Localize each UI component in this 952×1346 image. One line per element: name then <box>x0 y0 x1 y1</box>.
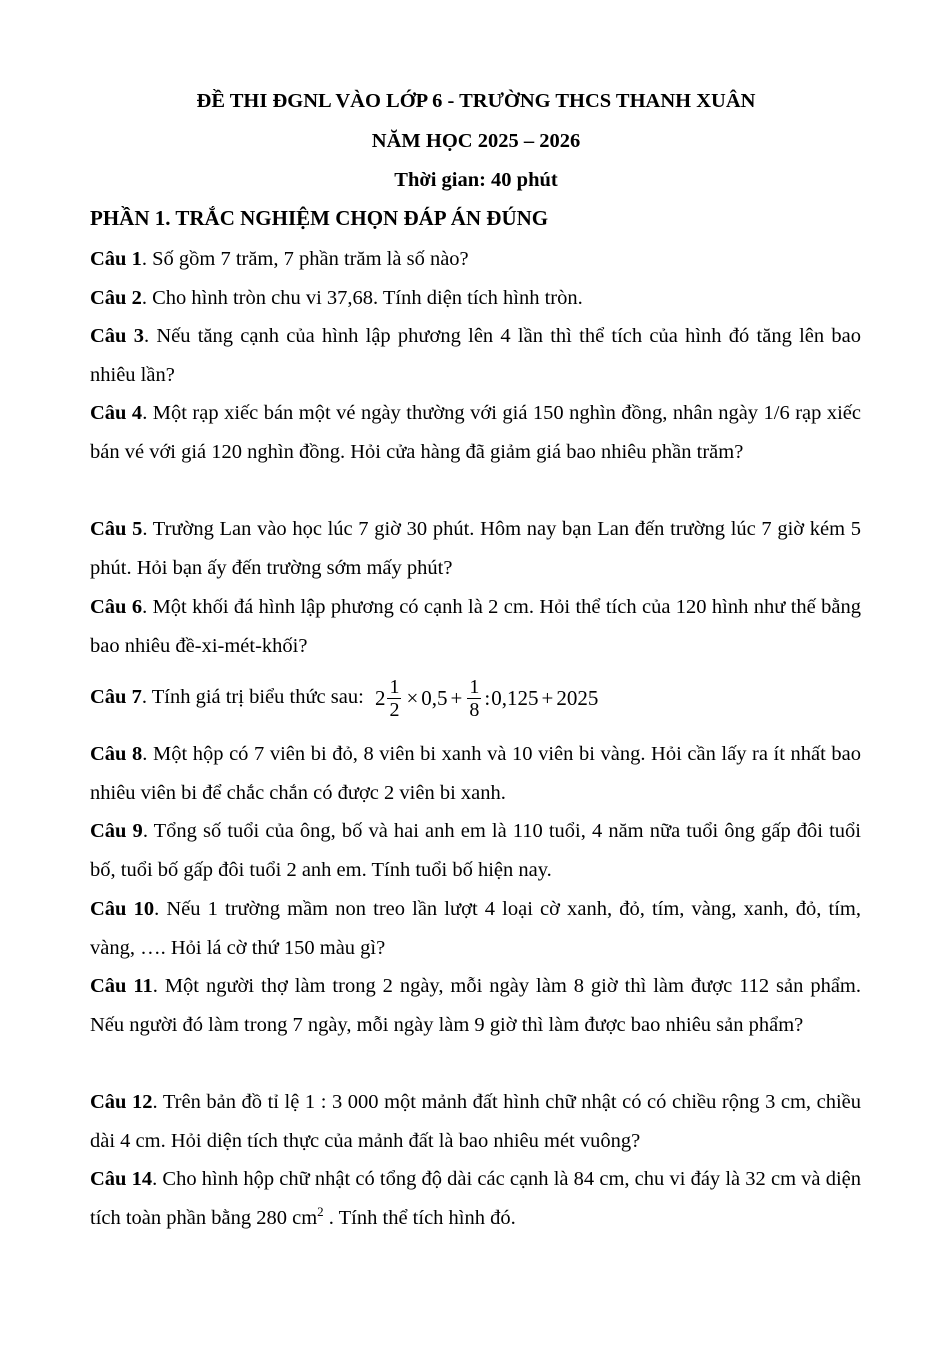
times-sign: × <box>406 686 419 711</box>
question-label: Câu 10 <box>90 898 155 920</box>
question-2 <box>90 279 861 318</box>
question-label: Câu 14 <box>90 1168 153 1190</box>
decimal-value: 0,5 <box>421 686 448 711</box>
question-text: . Trên bản đồ tỉ lệ 1 : 3 000 một mảnh đất hình chữ nhật có có chiều rộng 3 cm, chiều dài 4 cm. Hỏi diện tích thực của mảnh đất là bao nhiêu mét vuông? <box>90 1091 861 1152</box>
question-label: Câu 12 <box>90 1091 153 1113</box>
question-text: . Số gồm 7 trăm, 7 phần trăm là số nào? <box>141 248 469 270</box>
fraction-numerator: 1 <box>469 675 480 698</box>
fraction-denominator: 2 <box>389 698 400 721</box>
exam-title: ĐỀ THI ĐGNL VÀO LỚP 6 - TRƯỜNG THCS THANH XUÂN <box>196 90 756 112</box>
superscript-exponent: 2 <box>317 1203 324 1219</box>
question-text: . Trường Lan vào học lúc 7 giờ 30 phút. Hôm nay bạn Lan đến trường lúc 7 giờ kém 5 phút. Hỏi bạn ấy đến trường sớm mấy phút? <box>90 518 861 579</box>
question-label: Câu 1 <box>90 248 142 270</box>
question-text: . Cho hình hộp chữ nhật có tổng độ dài các cạnh là 84 cm, chu vi đáy là 32 cm và diện tích toàn phần bằng 280 cm <box>90 1168 861 1229</box>
plus-sign: + <box>541 686 554 711</box>
section-title: PHẦN 1. TRẮC NGHIỆM CHỌN ĐÁP ÁN ĐÚNG <box>90 206 549 230</box>
whole-number: 2 <box>374 686 386 711</box>
question-4 <box>90 394 861 471</box>
fraction-numerator: 1 <box>389 675 400 698</box>
question-label: Câu 11 <box>90 975 153 997</box>
fraction-one-eighth <box>467 676 481 721</box>
question-10 <box>90 890 861 967</box>
question-text: . Một hộp có 7 viên bi đỏ, 8 viên bi xanh và 10 viên bi vàng. Hỏi cần lấy ra ít nhất bao nhiêu viên bi để chắc chắn có được 2 viên bi xanh. <box>90 743 861 804</box>
question-text: . Một rạp xiếc bán một vé ngày thường với giá 150 nghìn đồng, nhân ngày 1/6 rạp xiếc bán vé với giá 120 nghìn đồng. Hỏi cửa hàng đã giảm giá bao nhiêu phần trăm? <box>90 402 861 463</box>
division-sign: : <box>484 686 491 711</box>
question-8 <box>90 735 861 812</box>
plus-sign: + <box>450 686 463 711</box>
question-text: . Một khối đá hình lập phương có cạnh là 2 cm. Hỏi thể tích của 120 hình như thế bằng bao nhiêu đề-xi-mét-khối? <box>90 596 861 657</box>
question-3 <box>90 317 861 394</box>
school-year: NĂM HỌC 2025 – 2026 <box>371 130 581 152</box>
question-label: Câu 2 <box>90 287 142 309</box>
question-14 <box>90 1160 861 1237</box>
time-limit: Thời gian: 40 phút <box>394 169 558 191</box>
decimal-value: 0,125 <box>491 686 539 711</box>
number-value: 2025 <box>556 686 599 711</box>
question-text-after: . Tính thể tích hình đó. <box>323 1206 516 1229</box>
question-text: . Tổng số tuổi của ông, bố và hai anh em là 110 tuổi, 4 năm nữa tuổi ông gấp đôi tuổi bố, tuổi bố gấp đôi tuổi 2 anh em. Tính tuổi bố hiện nay. <box>90 820 861 881</box>
question-label: Câu 4 <box>90 402 143 424</box>
question-1 <box>90 240 861 279</box>
math-expression <box>375 673 598 723</box>
question-label: Câu 6 <box>90 596 143 618</box>
question-label: Câu 8 <box>90 743 143 765</box>
question-12 <box>90 1083 861 1160</box>
question-text: . Cho hình tròn chu vi 37,68. Tính diện tích hình tròn. <box>141 287 583 309</box>
question-label: Câu 3 <box>90 325 144 347</box>
question-label: Câu 9 <box>90 820 143 842</box>
question-text: . Nếu tăng cạnh của hình lập phương lên 4 lần thì thể tích của hình đó tăng lên bao nhiêu lần? <box>90 325 861 386</box>
question-11 <box>90 967 861 1044</box>
question-label: Câu 7 <box>90 686 142 708</box>
question-6 <box>90 588 861 665</box>
question-9 <box>90 812 861 889</box>
question-text: . Một người thợ làm trong 2 ngày, mỗi ngày làm 8 giờ thì làm được 112 sản phẩm. Nếu người đó làm trong 7 ngày, mỗi ngày làm 9 giờ thì làm được bao nhiêu sản phẩm? <box>90 975 861 1036</box>
question-5 <box>90 510 861 587</box>
question-text: . Tính giá trị biểu thức sau: <box>141 686 364 708</box>
fraction-denominator: 8 <box>469 698 480 721</box>
question-label: Câu 5 <box>90 518 143 540</box>
question-text: . Nếu 1 trường mầm non treo lần lượt 4 loại cờ xanh, đỏ, tím, vàng, xanh, đỏ, tím, vàng, …. Hỏi lá cờ thứ 150 màu gì? <box>90 898 861 959</box>
fraction-one-half <box>387 676 401 721</box>
question-7 <box>90 672 861 723</box>
